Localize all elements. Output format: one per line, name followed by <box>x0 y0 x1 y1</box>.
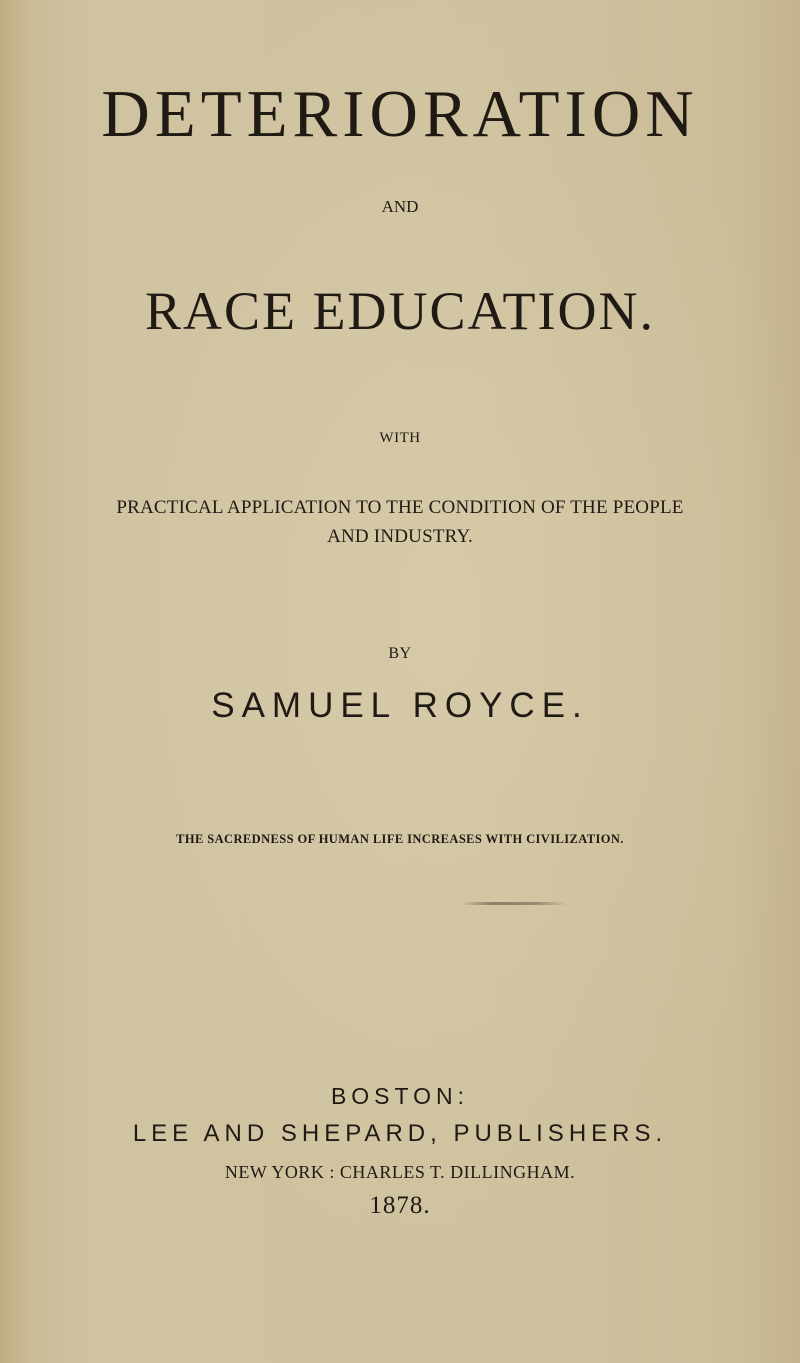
publisher-name: LEE AND SHEPARD, PUBLISHERS. <box>132 1120 668 1147</box>
publication-year: 1878. <box>369 1192 431 1219</box>
publication-city: BOSTON: <box>330 1083 470 1109</box>
with-label: WITH <box>379 430 421 446</box>
subtitle-line-2: AND INDUSTRY. <box>327 526 473 547</box>
co-publisher: NEW YORK : CHARLES T. DILLINGHAM. <box>224 1162 576 1182</box>
epigraph-motto: THE SACREDNESS OF HUMAN LIFE INCREASES WITH CIVILIZATION. <box>176 832 624 846</box>
conjunction-and: AND <box>381 197 419 216</box>
sub-title: RACE EDUCATION. <box>145 281 655 341</box>
by-label: BY <box>388 645 412 662</box>
subtitle-line-1: PRACTICAL APPLICATION TO THE CONDITION OF THE PEOPLE <box>116 497 684 518</box>
main-title: DETERIORATION <box>101 77 699 151</box>
author-name: SAMUEL ROYCE. <box>211 686 589 725</box>
decorative-rule <box>460 902 568 905</box>
